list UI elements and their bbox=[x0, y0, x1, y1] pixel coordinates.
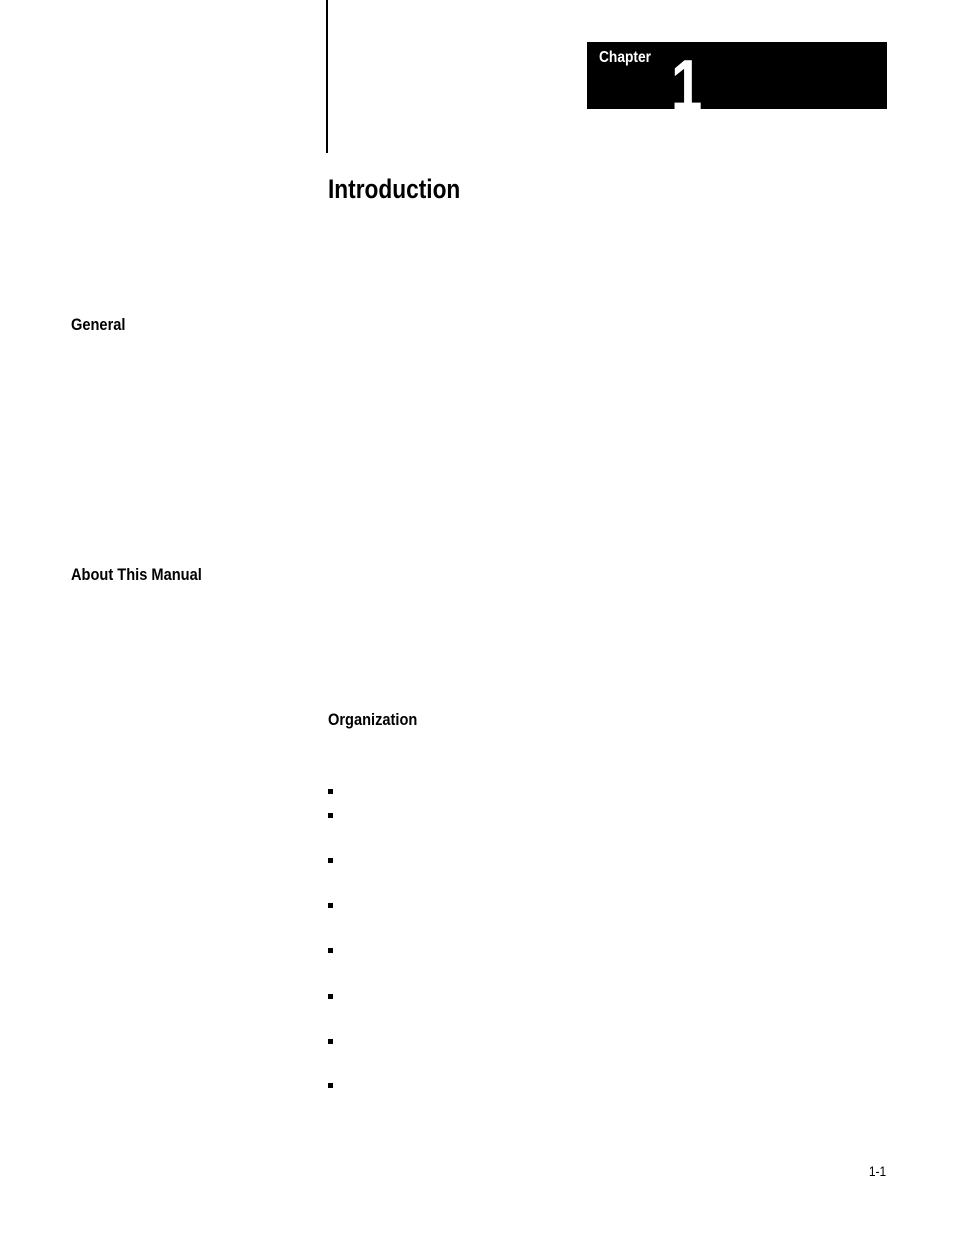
chapter-label: Chapter bbox=[599, 49, 651, 66]
chapter-banner bbox=[587, 42, 887, 109]
list-bullet bbox=[328, 903, 333, 908]
list-bullet bbox=[328, 858, 333, 863]
list-bullet bbox=[328, 813, 333, 818]
list-bullet bbox=[328, 994, 333, 999]
section-heading-about-manual: About This Manual bbox=[71, 565, 202, 584]
page-number: 1-1 bbox=[868, 1163, 886, 1179]
chapter-number: 1 bbox=[671, 46, 703, 109]
chapter-rule bbox=[326, 0, 328, 153]
list-bullet bbox=[328, 1083, 333, 1088]
subsection-heading-organization: Organization bbox=[328, 710, 418, 729]
page-title: Introduction bbox=[328, 174, 461, 204]
list-bullet bbox=[328, 948, 333, 953]
list-bullet bbox=[328, 789, 333, 794]
list-bullet bbox=[328, 1039, 333, 1044]
section-heading-general: General bbox=[71, 315, 126, 334]
